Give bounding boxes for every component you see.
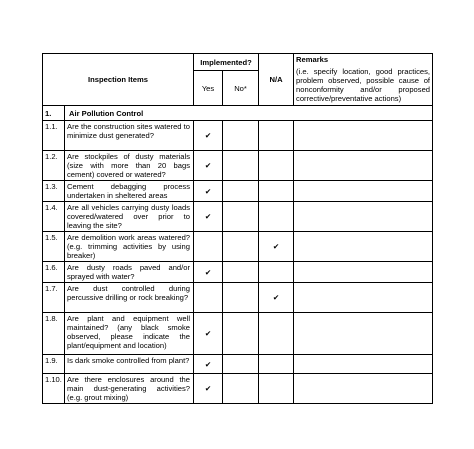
yes-checkbox-cell[interactable] [194, 121, 223, 151]
checklist-rows [43, 121, 433, 404]
item-number: 1.8. [43, 313, 65, 355]
item-number: 1.4. [43, 202, 65, 232]
checkmark-icon: ✔ [204, 186, 212, 196]
table-row [43, 232, 433, 262]
checkmark-icon: ✔ [204, 329, 212, 338]
item-question: Are plant and equipment well maintained? (any black smoke observed, please indicate the plant/equipment and location) [65, 313, 194, 355]
header-inspection-items: Inspection Items [43, 54, 194, 106]
header-remarks [294, 54, 433, 106]
no-checkbox-cell[interactable] [223, 313, 259, 355]
remarks-cell[interactable] [294, 232, 433, 262]
remarks-cell[interactable] [294, 121, 433, 151]
item-question: Is dark smoke controlled from plant? [65, 355, 194, 374]
no-checkbox-cell[interactable] [223, 374, 259, 404]
item-question: Are stockpiles of dusty materials (size with more than 20 bags cement) covered or watered? [65, 151, 194, 181]
checkmark-icon: ✔ [204, 212, 212, 221]
item-question: Are there enclosures around the main dust-generating activities? (e.g. grout mixing) [65, 374, 194, 404]
remarks-cell[interactable] [294, 283, 433, 313]
checkmark-icon: ✔ [204, 131, 212, 140]
na-checkbox-cell[interactable] [259, 313, 294, 355]
no-checkbox-cell[interactable] [223, 283, 259, 313]
section-number: 1. [43, 106, 65, 121]
no-checkbox-cell[interactable] [223, 262, 259, 283]
checkmark-icon: ✔ [204, 384, 212, 393]
item-question: Cement debagging process undertaken in sheltered areas [65, 181, 194, 202]
remarks-cell[interactable] [294, 262, 433, 283]
na-checkbox-cell[interactable] [259, 202, 294, 232]
remarks-cell[interactable] [294, 355, 433, 374]
item-number: 1.3. [43, 181, 65, 202]
item-number: 1.9. [43, 355, 65, 374]
na-checkbox-cell[interactable] [259, 262, 294, 283]
yes-checkbox-cell[interactable] [194, 202, 223, 232]
yes-checkbox-cell[interactable] [194, 151, 223, 181]
no-checkbox-cell[interactable] [223, 232, 259, 262]
inspection-checklist-table [42, 53, 433, 404]
no-checkbox-cell[interactable] [223, 181, 259, 202]
table-row [43, 262, 433, 283]
na-checkbox-cell[interactable] [259, 181, 294, 202]
remarks-cell[interactable] [294, 151, 433, 181]
item-number: 1.6. [43, 262, 65, 283]
no-checkbox-cell[interactable] [223, 355, 259, 374]
yes-checkbox-cell[interactable] [194, 283, 223, 313]
item-question: Are demolition work areas watered? (e.g. trimming activities by using breaker) [65, 232, 194, 262]
na-checkbox-cell[interactable] [259, 355, 294, 374]
na-checkbox-cell[interactable] [259, 151, 294, 181]
checkmark-icon: ✔ [204, 267, 212, 277]
table-row [43, 121, 433, 151]
item-number: 1.7. [43, 283, 65, 313]
table-row [43, 151, 433, 181]
remarks-instructions: (i.e. specify location, good practices, problem observed, possible cause of nonconformity and/or proposed corrective/preventative actions) [296, 67, 431, 103]
yes-checkbox-cell[interactable] [194, 262, 223, 283]
na-checkbox-cell[interactable] [259, 121, 294, 151]
no-checkbox-cell[interactable] [223, 121, 259, 151]
remarks-cell[interactable] [294, 202, 433, 232]
checkmark-icon: ✔ [204, 359, 212, 369]
remarks-cell[interactable] [294, 181, 433, 202]
item-number: 1.1. [43, 121, 65, 151]
no-checkbox-cell[interactable] [223, 151, 259, 181]
item-number: 1.2. [43, 151, 65, 181]
table-row [43, 374, 433, 404]
remarks-title: Remarks [296, 55, 329, 64]
checkmark-icon: ✔ [272, 293, 280, 302]
na-checkbox-cell[interactable] [259, 283, 294, 313]
na-checkbox-cell[interactable] [259, 232, 294, 262]
na-checkbox-cell[interactable] [259, 374, 294, 404]
checkmark-icon: ✔ [272, 242, 280, 251]
yes-checkbox-cell[interactable] [194, 232, 223, 262]
no-checkbox-cell[interactable] [223, 202, 259, 232]
remarks-cell[interactable] [294, 313, 433, 355]
header-na: N/A [259, 54, 294, 106]
table-row [43, 181, 433, 202]
item-question: Are all vehicles carrying dusty loads covered/watered over prior to leaving the site? [65, 202, 194, 232]
item-question: Are the construction sites watered to minimize dust generated? [65, 121, 194, 151]
table-row [43, 355, 433, 374]
section-title: Air Pollution Control [65, 106, 433, 121]
yes-checkbox-cell[interactable] [194, 374, 223, 404]
yes-checkbox-cell[interactable] [194, 181, 223, 202]
item-question: Are dust controlled during percussive drilling or rock breaking? [65, 283, 194, 313]
item-number: 1.10. [43, 374, 65, 404]
header-no: No* [223, 71, 259, 106]
header-yes: Yes [194, 71, 223, 106]
yes-checkbox-cell[interactable] [194, 355, 223, 374]
header-implemented: Implemented? [194, 54, 259, 71]
item-number: 1.5. [43, 232, 65, 262]
remarks-cell[interactable] [294, 374, 433, 404]
table-row [43, 313, 433, 355]
table-row [43, 202, 433, 232]
checkmark-icon: ✔ [204, 161, 212, 170]
yes-checkbox-cell[interactable] [194, 313, 223, 355]
item-question: Are dusty roads paved and/or sprayed with water? [65, 262, 194, 283]
table-row [43, 283, 433, 313]
